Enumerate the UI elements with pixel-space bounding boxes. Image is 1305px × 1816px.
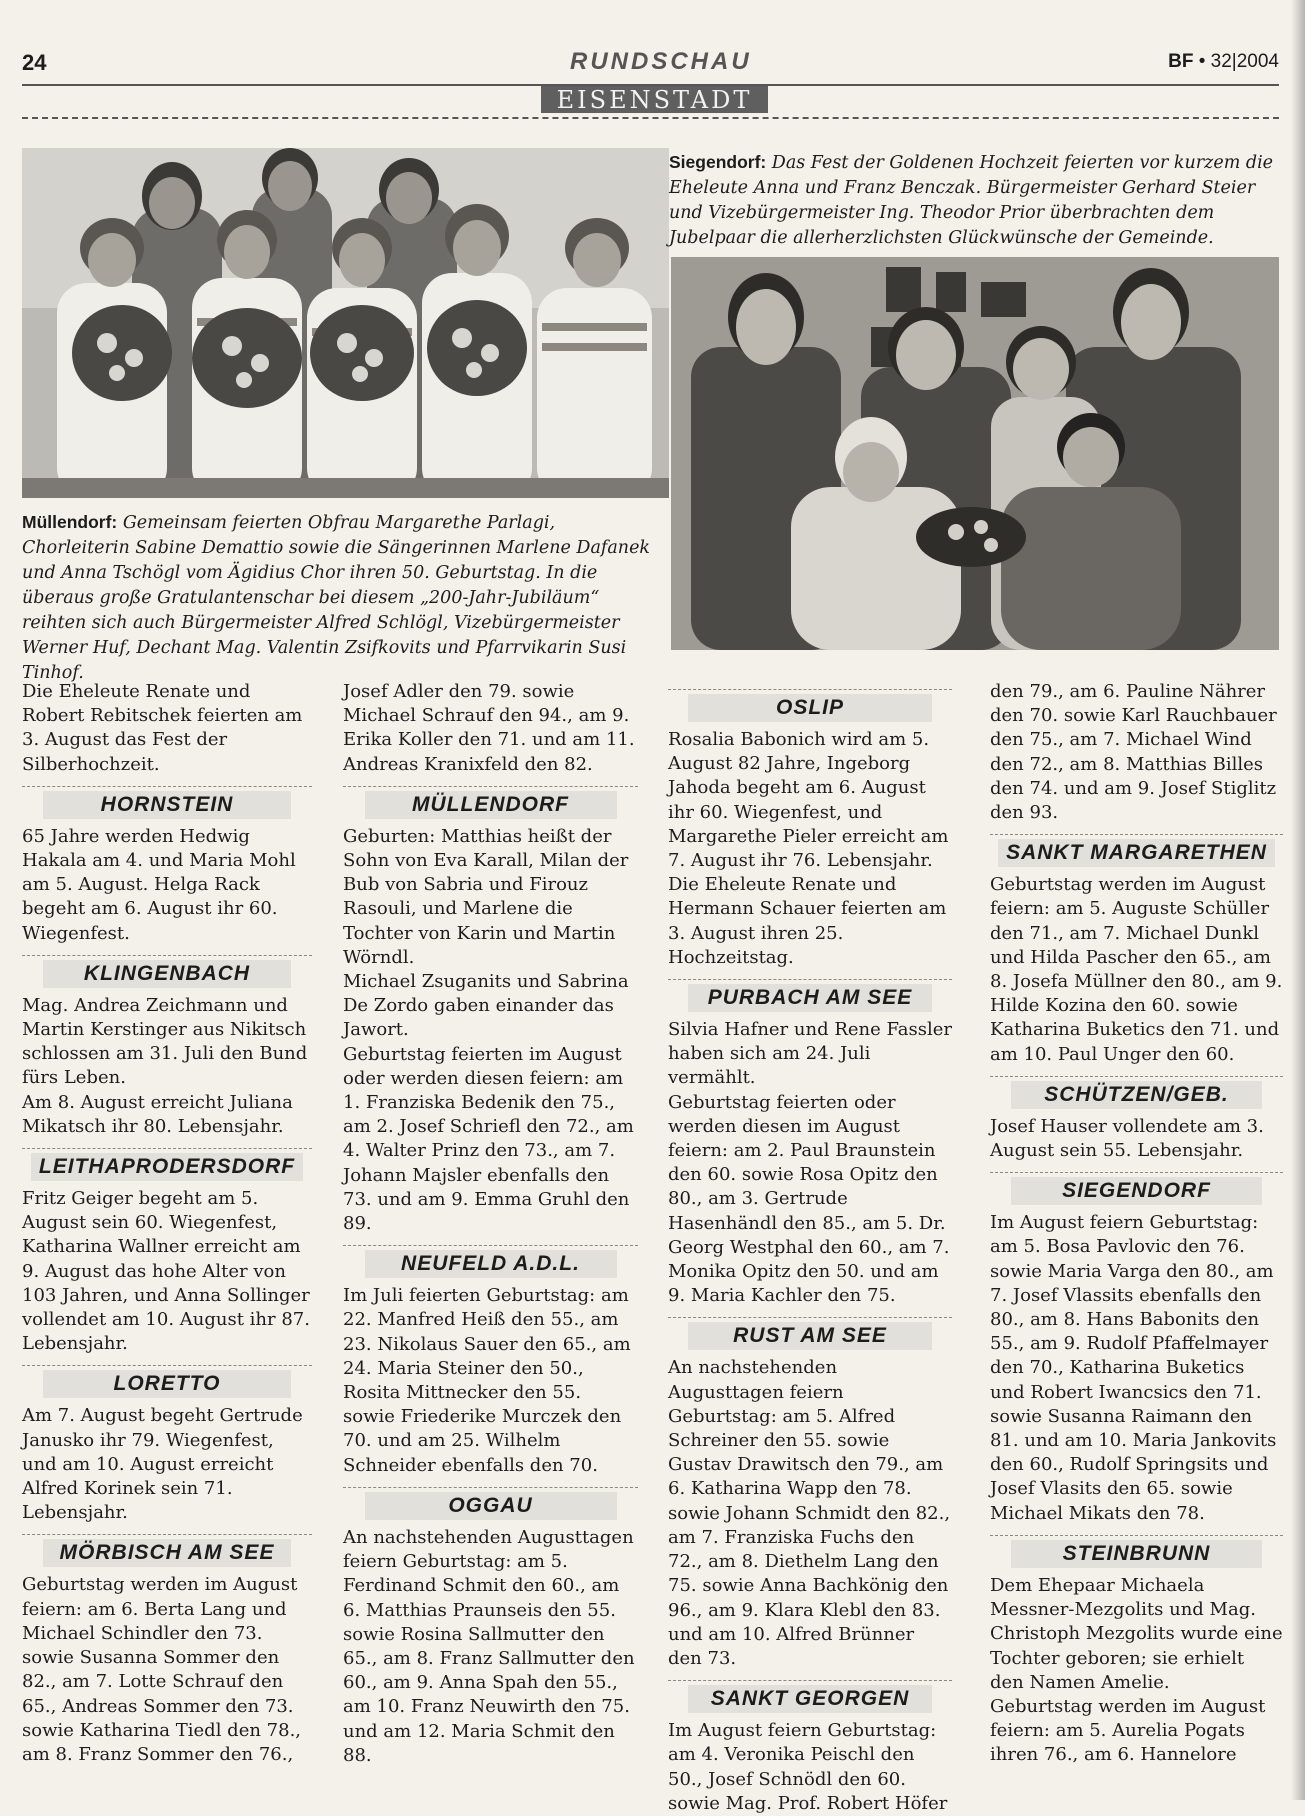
- section-heading: [343, 786, 638, 819]
- paragraph: Josef Adler den 79. sowie Michael Schrauf den 94., am 9. Erika Koller den 71. und am 11. Andreas Kranixfeld den 82.: [343, 681, 635, 775]
- paragraph: Im August feiern Geburtstag: am 5. Bosa Pavlovic den 76. sowie Maria Varga den 80., am 7. Josef Vlassits ebenfalls den 80., am 8. Hans Babonits den 55., am 9. Rudolf Pfaffelmayer den 70., Katharina Buketics und Robert Iwancsics den 71. sowie Susanna Raimann den 81. und am 10. Maria Jankovits den 60., Rudolf Springsits und Josef Vlasits den 65. sowie Michael Mikats den 78.: [990, 1212, 1277, 1524]
- issue-number: 32|2004: [1210, 51, 1279, 72]
- paragraph: Die Eheleute Renate und Hermann Schauer feierten am 3. August ihren 25. Hochzeitstag.: [668, 874, 947, 968]
- heading-label: STEINBRUNN: [1011, 1540, 1261, 1568]
- paragraph: An nachstehenden Augusttagen feiern Geburtstag: am 5. Ferdinand Schmit den 60., am 6. Matthias Praunseis den 55. sowie Rosina Sallmutter den 65., am 8. Franz Sallmutter den 60., am 9. Anna Spah den 55., am 10. Franz Neuwirth den 75. und am 12. Maria Schmit den 88.: [343, 1526, 635, 1766]
- header-dashed-rule: [22, 117, 1279, 119]
- section-heading: [990, 1535, 1283, 1568]
- heading-label: LORETTO: [43, 1370, 291, 1398]
- heading-label: PURBACH AM SEE: [688, 984, 931, 1012]
- section-heading: [22, 1148, 312, 1181]
- section-heading: [668, 1317, 952, 1350]
- section-heading: [22, 1534, 312, 1567]
- caption-place: Siegendorf:: [669, 152, 767, 172]
- heading-label: NEUFELD A.D.L.: [365, 1250, 617, 1278]
- photo-caption-siegendorf: [669, 150, 1281, 251]
- paragraph: Am 8. August erreicht Juliana Mikatsch ihr 80. Lebensjahr.: [22, 1091, 293, 1137]
- heading-label: RUST AM SEE: [688, 1322, 931, 1350]
- photo-caption-muellendorf: [22, 510, 667, 686]
- paragraph: Geburtstag feierten oder werden diesen im August feiern: am 2. Paul Braunstein den 60. sowie Rosa Opitz den 80., am 3. Gertrude Hasenhändl den 85., am 5. Dr. Georg Westphal den 60., am 7. Monika Opitz den 50. und am 9. Maria Kachler den 75.: [668, 1091, 950, 1307]
- issue-info: [1168, 51, 1279, 73]
- choir-group-photo: [22, 148, 669, 498]
- paragraph: Fritz Geiger begeht am 5. August sein 60. Wiegenfest, Katharina Wallner erreicht am 9. August das hohe Alter von 103 Jahren, und Anna Sollinger vollendet am 10. August ihr 87. Lebensjahr.: [22, 1188, 310, 1355]
- article-column-2: [343, 680, 638, 1768]
- heading-label: OGGAU: [365, 1492, 617, 1520]
- paragraph: Geburtstag feierten im August oder werden diesen feiern: am 1. Franziska Bedenik den 75., am 2. Josef Schriefl den 72., am 4. Walter Prinz den 73., am 7. Johann Majsler ebenfalls den 73. und am 9. Emma Gruhl den 89.: [343, 1043, 634, 1235]
- paragraph: Josef Hauser vollendete am 3. August sein 55. Lebensjahr.: [990, 1115, 1264, 1162]
- paragraph: Silvia Hafner und Rene Fassler haben sich am 24. Juli vermählt.: [668, 1019, 952, 1089]
- paragraph: 65 Jahre werden Hedwig Hakala am 4. und Maria Mohl am 5. August. Helga Rack begeht am 6. August ihr 60. Wiegenfest.: [22, 825, 296, 944]
- heading-label: SCHÜTZEN/GEB.: [1011, 1081, 1261, 1109]
- article-column-3: [668, 680, 952, 1816]
- article-column-1: [22, 680, 312, 1767]
- paragraph: Die Eheleute Renate und Robert Rebitschek feierten am 3. August das Fest der Silberhochzeit.: [22, 681, 303, 775]
- paragraph: den 79., am 6. Pauline Nährer den 70. sowie Karl Rauchbauer den 75., am 7. Michael Wind den 72., am 8. Matthias Billes den 74. und am 9. Josef Stiglitz den 93.: [990, 681, 1277, 824]
- paragraph: Geburtstag werden im August feiern: am 5. Aurelia Pogats ihren 76., am 6. Hannelore: [990, 1695, 1266, 1766]
- paragraph: Im August feiern Geburtstag: am 4. Veronika Peischl den 50., Josef Schnödl den 60. sowie Mag. Prof. Robert Höfer: [668, 1720, 948, 1814]
- section-heading: [990, 1172, 1283, 1205]
- page-binding-shadow: [1291, 0, 1305, 1800]
- section-heading: [343, 1245, 638, 1278]
- section-heading: [990, 1076, 1283, 1109]
- caption-text: Das Fest der Goldenen Hochzeit feierten vor kurzem die Eheleute Anna und Franz Benczak. Bürgermeister Gerhard Steier und Vizebürgermeister Ing. Theodor Prior überbrachten dem Jubelpaar die allerherzlichsten Glückwünsche der Gemeinde.: [669, 153, 1274, 248]
- heading-label: MÖRBISCH AM SEE: [43, 1539, 291, 1567]
- heading-label: KLINGENBACH: [43, 960, 291, 988]
- heading-label: SIEGENDORF: [1011, 1177, 1261, 1205]
- paragraph: Am 7. August begeht Gertrude Janusko ihr 79. Wiegenfest, und am 10. August erreicht Alfred Korinek sein 71. Lebensjahr.: [22, 1405, 303, 1524]
- section-heading: [22, 1365, 312, 1398]
- masthead: RUNDSCHAU: [570, 48, 752, 75]
- paragraph: Michael Zsuganits und Sabrina De Zordo gaben einander das Jawort.: [343, 971, 629, 1041]
- paragraph: Geburtstag werden im August feiern: am 6. Berta Lang und Michael Schindler den 73. sowie Susanna Sommer den 82., am 7. Lotte Schrauf den 65., Andreas Sommer den 73. sowie Katharina Tiedl den 78., am 8. Franz Sommer den 76.,: [22, 1574, 302, 1765]
- golden-wedding-photo: [671, 257, 1279, 650]
- paragraph: An nachstehenden Augusttagen feiern Geburtstag: am 5. Alfred Schreiner den 55. sowie Gustav Drawitsch den 79., am 6. Katharina Wapp den 78. sowie Johann Schmidt den 82., am 7. Franziska Fuchs den 72., am 8. Diethelm Lang den 75. sowie Anna Bachkönig den 96., am 9. Klara Klebl den 83. und am 10. Alfred Brünner den 73.: [668, 1357, 951, 1669]
- paragraph: Geburtstag werden im August feiern: am 5. Auguste Schüller den 71., am 7. Michael Dunkl und Hilda Pascher den 65., am 8. Josefa Müllner den 80., am 9. Hilde Kozina den 60. sowie Katharina Buketics den 71. und am 10. Paul Unger den 60.: [990, 874, 1283, 1065]
- paragraph: Mag. Andrea Zeichmann und Martin Kerstinger aus Nikitsch schlossen am 31. Juli den Bund fürs Leben.: [22, 994, 308, 1089]
- issue-separator: •: [1198, 51, 1206, 72]
- caption-place: Müllendorf:: [22, 512, 118, 532]
- paragraph: Dem Ehepaar Michaela Messner-Mezgolits und Mag. Christoph Mezgolits wurde eine Tochter geboren; sie erhielt den Namen Amelie.: [990, 1574, 1283, 1693]
- caption-text: Gemeinsam feierten Obfrau Margarethe Parlagi, Chorleiterin Sabine Demattio sowie die Sängerinnen Marlene Dafanek und Anna Tschögl vom Ägidius Chor ihren 50. Geburtstag. In die überaus große Gratulantenschar bei diesem „200-Jahr-Jubiläum“ reihten sich auch Bürgermeister Alfred Schlögl, Vizebürgermeister Werner Huf, Dechant Mag. Valentin Zsifkovits und Pfarrvikarin Susi Tinhof.: [22, 513, 651, 683]
- page-number: 24: [22, 50, 47, 75]
- section-heading: [668, 1680, 952, 1713]
- section-heading: [22, 786, 312, 819]
- heading-label: HORNSTEIN: [43, 791, 291, 819]
- section-heading: [668, 979, 952, 1012]
- section-heading: [668, 689, 952, 722]
- heading-label: MÜLLENDORF: [365, 791, 617, 819]
- paragraph: Rosalia Babonich wird am 5. August 82 Jahre, Ingeborg Jahoda begeht am 6. August ihr 60. Wiegenfest, und Margarethe Pieler erreicht am 7. August ihr 76. Lebensjahr.: [668, 729, 949, 872]
- paragraph: Geburten: Matthias heißt der Sohn von Eva Karall, Milan der Bub von Sabria und Firouz Rasouli, und Marlene die Tochter von Karin und Martin Wörndl.: [343, 825, 629, 968]
- section-title: EISENSTADT: [541, 86, 768, 113]
- paragraph: Im Juli feierten Geburtstag: am 22. Manfred Heiß den 55., am 23. Nikolaus Sauer den 65., am 24. Maria Steiner den 50., Rosita Mittnecker den 55. sowie Friederike Murczek den 70. und am 25. Wilhelm Schneider ebenfalls den 70.: [343, 1285, 631, 1476]
- section-heading: [990, 834, 1283, 867]
- article-column-4: [990, 680, 1283, 1768]
- section-heading: [343, 1487, 638, 1520]
- heading-label: LEITHAPRODERSDORF: [31, 1153, 303, 1181]
- issue-publication: BF: [1168, 51, 1194, 72]
- heading-label: SANKT MARGARETHEN: [998, 839, 1275, 867]
- section-heading: [22, 955, 312, 988]
- heading-label: OSLIP: [688, 694, 931, 722]
- heading-label: SANKT GEORGEN: [688, 1685, 931, 1713]
